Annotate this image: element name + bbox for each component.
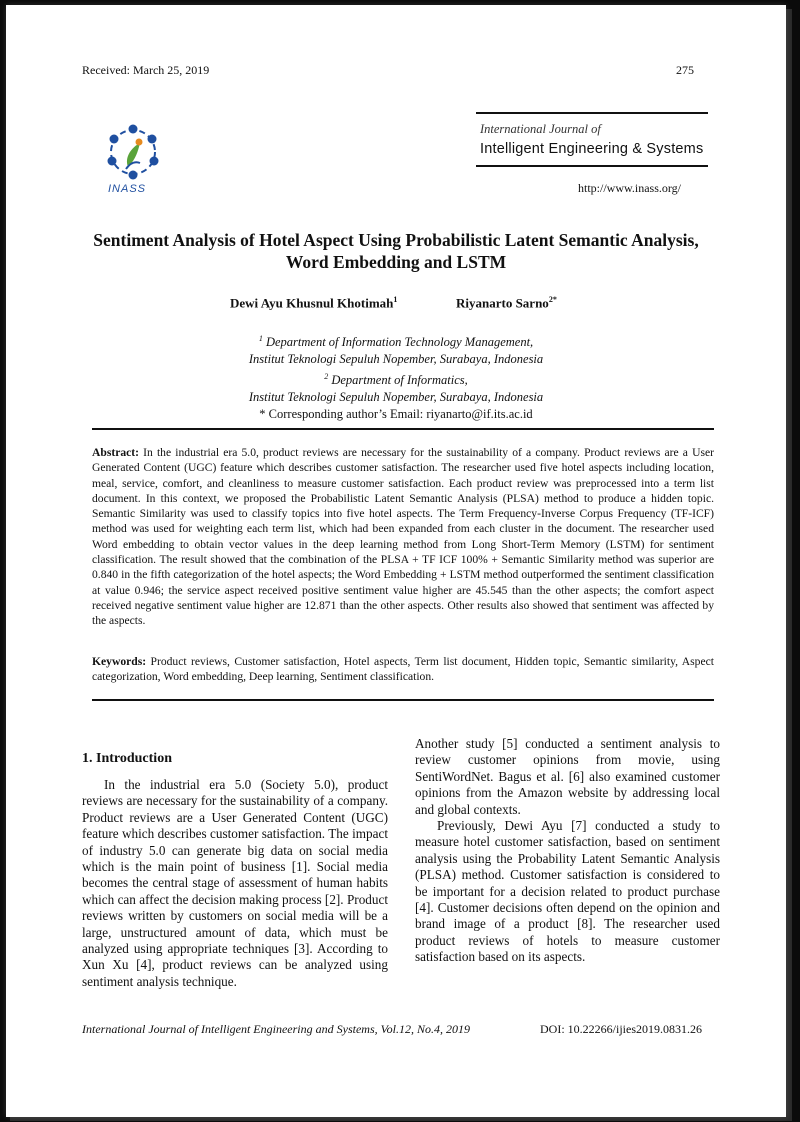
keywords [92, 654, 714, 685]
paper-title-line1: Sentiment Analysis of Hotel Aspect Using Probabilistic Latent Semantic Analysis, [93, 230, 699, 250]
journal-name-line1: International Journal of [480, 122, 601, 136]
page-shadow-bottom [10, 1117, 792, 1121]
paper-title-line2: Word Embedding and LSTM [285, 252, 507, 272]
corresponding-email: * Corresponding author’s Email: riyanarto@if.its.ac.id [259, 407, 533, 422]
logo-label: INASS [108, 183, 147, 195]
journal-name-line2: Intelligent Engineering & Systems [480, 141, 704, 157]
intro-right-paragraph-1: Another study [5] conducted a sentiment analysis to review customer opinions from movie, using SentiWordNet. Bagus et al. [6] also examined customer opinions from the Amazon website by addressing local and global contexts. [415, 736, 720, 817]
journal-bottom-rule [476, 165, 708, 167]
page-shadow-right [786, 9, 792, 1119]
affiliation-1-sup: 1 [258, 334, 263, 343]
author-1-sup: 1 [393, 295, 398, 304]
affiliation-2-line2: Institut Teknologi Sepuluh Nopember, Surabaya, Indonesia [248, 390, 544, 405]
footer-doi: DOI: 10.22266/ijies2019.0831.26 [540, 1022, 702, 1036]
journal-url: http://www.inass.org/ [578, 181, 682, 195]
affiliation-2-line1 [186, 368, 606, 389]
footer-journal-ref [82, 1022, 470, 1037]
keywords-text: Product reviews, Customer satisfaction, Hotel aspects, Term list document, Hidden topic, Semantic similarity, Aspect categorization, Word embedding, Deep learning, Sentiment classification. [92, 655, 714, 684]
abstract [92, 445, 714, 629]
abstract-label: Abstract: [92, 446, 140, 459]
abstract-text: In the industrial era 5.0, product reviews are necessary for the sustainability of a company. Product reviews are a User Generated Content (UGC) feature which describes customer satisfaction. The researcher used five hotel aspects including location, meal, service, comfort, and cleanliness to measure customer satisfaction. Each product review was preprocessed into a term list document. In this context, we proposed the Probabilistic Latent Semantic Analysis (PLSA) method to produce a hidden topic. Semantic Similarity was used to classify topics into five hotel aspects. The Term Frequency-Inverse Corpus Frequency (TF-ICF) method was used for weighting each term list, which had been expanded from each cluster in the document. The researcher used Word embedding to obtain vector values in the deep learning method from Long Short-Term Memory (LSTM) for sentiment classification. The result showed that the combination of the PLSA + TF ICF 100% + Semantic Similarity method was superior are 0.840 in the fifth categorization of the hotel aspects; the Word Embedding + LSTM method outperformed the sentiment classification at value 0.946; the service aspect received positive sentiment value higher are 45.545 than the other aspects; the comfort aspect received negative sentiment value higher are 12.871 than the other aspects. Other results also showed that sentiment was affected by the aspects. [92, 446, 714, 628]
affiliation-2-dept: Department of Informatics, [328, 373, 468, 388]
author-1-name: Dewi Ayu Khusnul Khotimah [230, 295, 394, 311]
page-number: 275 [676, 63, 694, 77]
author-2 [456, 295, 557, 311]
affiliation-1-line1 [186, 330, 606, 351]
inass-logo-icon [102, 123, 164, 181]
author-2-name: Riyanarto Sarno [456, 295, 549, 311]
author-1 [230, 295, 397, 311]
paper-page [6, 5, 786, 1117]
journal-top-rule [476, 112, 708, 114]
abstract-bottom-rule [92, 699, 714, 701]
keywords-label: Keywords: [92, 655, 147, 668]
affiliation-1-dept: Department of Information Technology Management, [262, 335, 534, 350]
paper-title [66, 229, 726, 273]
intro-right-paragraph-2: Previously, Dewi Ayu [7] conducted a study to measure hotel customer satisfaction, based on sentiment analysis using the Probability Latent Semantic Analysis (PLSA) method. Customer satisfaction is considered to be important for a decision related to product purchase [4]. Customer decisions often depend on the opinion and brand image of a product [8]. The researcher used product reviews of hotels to measure customer satisfaction based on its aspects. [415, 818, 720, 965]
footer-journal-ref-text: International Journal of Intelligent Engineering and Systems, Vol.12, No.4, 2019 [82, 1022, 470, 1036]
abstract-top-rule [92, 428, 714, 430]
affiliations [186, 330, 606, 423]
received-date: Received: March 25, 2019 [82, 63, 210, 77]
author-2-sup: 2* [548, 295, 557, 304]
intro-left-paragraph: In the industrial era 5.0 (Society 5.0), product reviews are necessary for the sustainability of a company. Product reviews are a User Generated Content (UGC) feature which describes customer satisfaction. The impact of industry 5.0 can generate big data on social media which is the main point of business [1]. Social media becomes the central stage of assessment of human habits which can affect the decision making process [2]. Product reviews written by customers on social media will be a large, unstructured amount of data, which must be analyzed using appropriate techniques [3]. According to Xun Xu [4], product reviews can be analyzed using sentiment analysis technique. [82, 777, 388, 989]
affiliation-1-line2: Institut Teknologi Sepuluh Nopember, Surabaya, Indonesia [248, 352, 544, 367]
affiliation-2-sup: 2 [324, 372, 329, 382]
inass-logo [102, 123, 172, 201]
section-heading-introduction: 1. Introduction [82, 751, 172, 766]
